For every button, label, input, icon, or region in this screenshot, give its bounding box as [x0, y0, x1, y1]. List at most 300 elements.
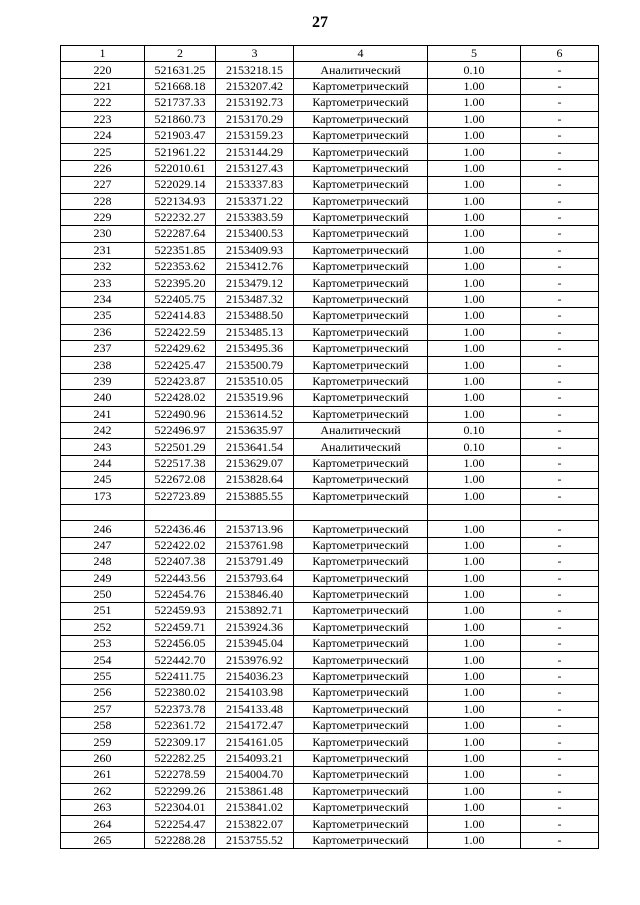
note-cell: -	[521, 619, 599, 635]
method-cell: Картометрический	[294, 619, 428, 635]
coordinates-table	[60, 45, 599, 849]
accuracy-cell: 0.10	[428, 62, 521, 78]
table-row	[61, 767, 599, 783]
x-coordinate-cell: 522459.71	[145, 619, 216, 635]
x-coordinate-cell: 521860.73	[145, 111, 216, 127]
y-coordinate-cell: 2154103.98	[216, 685, 294, 701]
x-coordinate-cell: 521903.47	[145, 127, 216, 143]
y-coordinate-cell: 2153485.13	[216, 324, 294, 340]
accuracy-cell: 1.00	[428, 750, 521, 766]
point-number-cell: 237	[61, 341, 145, 357]
note-cell: -	[521, 78, 599, 94]
note-cell: -	[521, 734, 599, 750]
method-cell: Картометрический	[294, 242, 428, 258]
note-cell: -	[521, 816, 599, 832]
y-coordinate-cell: 2153409.93	[216, 242, 294, 258]
table-row	[61, 177, 599, 193]
table-row	[61, 439, 599, 455]
table-row	[61, 521, 599, 537]
note-cell: -	[521, 537, 599, 553]
y-coordinate-cell: 2153400.53	[216, 226, 294, 242]
accuracy-cell: 1.00	[428, 324, 521, 340]
point-number-cell: 231	[61, 242, 145, 258]
table-body	[61, 62, 599, 849]
x-coordinate-cell: 522373.78	[145, 701, 216, 717]
x-coordinate-cell: 522411.75	[145, 668, 216, 684]
method-cell: Картометрический	[294, 455, 428, 471]
note-cell: -	[521, 291, 599, 307]
column-header-1: 1	[61, 46, 145, 62]
y-coordinate-cell: 2153510.05	[216, 373, 294, 389]
x-coordinate-cell: 522723.89	[145, 488, 216, 504]
note-cell: -	[521, 341, 599, 357]
note-cell: -	[521, 799, 599, 815]
note-cell: -	[521, 111, 599, 127]
note-cell: -	[521, 373, 599, 389]
accuracy-cell: 1.00	[428, 160, 521, 176]
table-row	[61, 603, 599, 619]
point-number-cell: 228	[61, 193, 145, 209]
table-row	[61, 357, 599, 373]
note-cell: -	[521, 750, 599, 766]
note-cell: -	[521, 783, 599, 799]
x-coordinate-cell: 522414.83	[145, 308, 216, 324]
table-row	[61, 685, 599, 701]
point-number-cell: 253	[61, 636, 145, 652]
point-number-cell: 250	[61, 586, 145, 602]
note-cell: -	[521, 193, 599, 209]
accuracy-cell: 1.00	[428, 226, 521, 242]
point-number-cell: 235	[61, 308, 145, 324]
x-coordinate-cell: 522517.38	[145, 455, 216, 471]
y-coordinate-cell: 2153207.42	[216, 78, 294, 94]
table-row	[61, 570, 599, 586]
table-row	[61, 554, 599, 570]
accuracy-cell: 1.00	[428, 537, 521, 553]
table-row	[61, 373, 599, 389]
accuracy-cell: 1.00	[428, 636, 521, 652]
method-cell: Картометрический	[294, 193, 428, 209]
y-coordinate-cell: 2153614.52	[216, 406, 294, 422]
method-cell: Картометрический	[294, 406, 428, 422]
y-coordinate-cell: 2154133.48	[216, 701, 294, 717]
method-cell: Картометрический	[294, 799, 428, 815]
table-row	[61, 750, 599, 766]
table-row	[61, 95, 599, 111]
accuracy-cell: 1.00	[428, 193, 521, 209]
x-coordinate-cell: 522407.38	[145, 554, 216, 570]
method-cell: Картометрический	[294, 668, 428, 684]
table-row	[61, 144, 599, 160]
note-cell: -	[521, 472, 599, 488]
method-cell: Картометрический	[294, 275, 428, 291]
note-cell: -	[521, 718, 599, 734]
method-cell: Картометрический	[294, 160, 428, 176]
note-cell: -	[521, 177, 599, 193]
accuracy-cell	[428, 504, 521, 520]
note-cell: -	[521, 668, 599, 684]
note-cell: -	[521, 521, 599, 537]
x-coordinate-cell	[145, 504, 216, 520]
note-cell: -	[521, 701, 599, 717]
y-coordinate-cell: 2153500.79	[216, 357, 294, 373]
y-coordinate-cell: 2153495.36	[216, 341, 294, 357]
accuracy-cell: 1.00	[428, 275, 521, 291]
accuracy-cell: 1.00	[428, 357, 521, 373]
y-coordinate-cell: 2153976.92	[216, 652, 294, 668]
table-row	[61, 701, 599, 717]
table-row	[61, 636, 599, 652]
y-coordinate-cell: 2153861.48	[216, 783, 294, 799]
y-coordinate-cell: 2153127.43	[216, 160, 294, 176]
point-number-cell: 263	[61, 799, 145, 815]
note-cell: -	[521, 308, 599, 324]
y-coordinate-cell: 2153412.76	[216, 259, 294, 275]
y-coordinate-cell: 2153218.15	[216, 62, 294, 78]
method-cell: Картометрический	[294, 488, 428, 504]
accuracy-cell: 1.00	[428, 308, 521, 324]
point-number-cell: 240	[61, 390, 145, 406]
method-cell: Аналитический	[294, 422, 428, 438]
y-coordinate-cell: 2153841.02	[216, 799, 294, 815]
x-coordinate-cell: 522428.02	[145, 390, 216, 406]
accuracy-cell: 1.00	[428, 767, 521, 783]
point-number-cell: 252	[61, 619, 145, 635]
y-coordinate-cell	[216, 504, 294, 520]
note-cell: -	[521, 488, 599, 504]
table-row	[61, 619, 599, 635]
note-cell: -	[521, 652, 599, 668]
note-cell: -	[521, 685, 599, 701]
note-cell: -	[521, 570, 599, 586]
table-row	[61, 111, 599, 127]
method-cell: Картометрический	[294, 324, 428, 340]
y-coordinate-cell: 2153487.32	[216, 291, 294, 307]
table-row	[61, 127, 599, 143]
point-number-cell: 173	[61, 488, 145, 504]
note-cell: -	[521, 636, 599, 652]
x-coordinate-cell: 521961.22	[145, 144, 216, 160]
x-coordinate-cell: 521668.18	[145, 78, 216, 94]
accuracy-cell: 1.00	[428, 177, 521, 193]
point-number-cell: 248	[61, 554, 145, 570]
x-coordinate-cell: 522134.93	[145, 193, 216, 209]
table-row	[61, 275, 599, 291]
method-cell: Картометрический	[294, 718, 428, 734]
method-cell: Картометрический	[294, 783, 428, 799]
y-coordinate-cell: 2154093.21	[216, 750, 294, 766]
note-cell: -	[521, 455, 599, 471]
accuracy-cell: 1.00	[428, 799, 521, 815]
point-number-cell: 220	[61, 62, 145, 78]
method-cell: Картометрический	[294, 636, 428, 652]
y-coordinate-cell: 2153755.52	[216, 832, 294, 848]
y-coordinate-cell: 2153192.73	[216, 95, 294, 111]
table-row	[61, 504, 599, 520]
method-cell: Картометрический	[294, 750, 428, 766]
point-number-cell: 223	[61, 111, 145, 127]
accuracy-cell: 1.00	[428, 472, 521, 488]
note-cell: -	[521, 259, 599, 275]
point-number-cell: 242	[61, 422, 145, 438]
table-row	[61, 734, 599, 750]
x-coordinate-cell: 522278.59	[145, 767, 216, 783]
x-coordinate-cell: 522282.25	[145, 750, 216, 766]
x-coordinate-cell: 522254.47	[145, 816, 216, 832]
method-cell: Картометрический	[294, 341, 428, 357]
note-cell: -	[521, 586, 599, 602]
x-coordinate-cell: 522304.01	[145, 799, 216, 815]
table-row	[61, 816, 599, 832]
method-cell: Картометрический	[294, 357, 428, 373]
method-cell: Картометрический	[294, 144, 428, 160]
method-cell	[294, 504, 428, 520]
note-cell: -	[521, 554, 599, 570]
accuracy-cell: 1.00	[428, 554, 521, 570]
accuracy-cell: 1.00	[428, 668, 521, 684]
table-row	[61, 537, 599, 553]
note-cell: -	[521, 390, 599, 406]
column-header-6: 6	[521, 46, 599, 62]
note-cell: -	[521, 767, 599, 783]
note-cell: -	[521, 62, 599, 78]
accuracy-cell: 1.00	[428, 832, 521, 848]
method-cell: Аналитический	[294, 62, 428, 78]
x-coordinate-cell: 522395.20	[145, 275, 216, 291]
table-row	[61, 242, 599, 258]
point-number-cell: 239	[61, 373, 145, 389]
method-cell: Картометрический	[294, 78, 428, 94]
table-row	[61, 668, 599, 684]
y-coordinate-cell: 2154004.70	[216, 767, 294, 783]
method-cell: Картометрический	[294, 209, 428, 225]
y-coordinate-cell: 2153945.04	[216, 636, 294, 652]
note-cell: -	[521, 439, 599, 455]
method-cell: Картометрический	[294, 816, 428, 832]
column-header-3: 3	[216, 46, 294, 62]
method-cell: Картометрический	[294, 472, 428, 488]
table-row	[61, 422, 599, 438]
point-number-cell	[61, 504, 145, 520]
point-number-cell: 249	[61, 570, 145, 586]
x-coordinate-cell: 522422.59	[145, 324, 216, 340]
y-coordinate-cell: 2153641.54	[216, 439, 294, 455]
note-cell: -	[521, 242, 599, 258]
x-coordinate-cell: 522425.47	[145, 357, 216, 373]
accuracy-cell: 1.00	[428, 816, 521, 832]
table-row	[61, 226, 599, 242]
y-coordinate-cell: 2153828.64	[216, 472, 294, 488]
point-number-cell: 260	[61, 750, 145, 766]
point-number-cell: 246	[61, 521, 145, 537]
x-coordinate-cell: 522361.72	[145, 718, 216, 734]
table-row	[61, 455, 599, 471]
method-cell: Картометрический	[294, 111, 428, 127]
x-coordinate-cell: 522496.97	[145, 422, 216, 438]
note-cell: -	[521, 127, 599, 143]
y-coordinate-cell: 2153885.55	[216, 488, 294, 504]
accuracy-cell: 1.00	[428, 734, 521, 750]
table-row	[61, 160, 599, 176]
method-cell: Аналитический	[294, 439, 428, 455]
point-number-cell: 244	[61, 455, 145, 471]
accuracy-cell: 1.00	[428, 95, 521, 111]
accuracy-cell: 1.00	[428, 341, 521, 357]
point-number-cell: 262	[61, 783, 145, 799]
point-number-cell: 251	[61, 603, 145, 619]
x-coordinate-cell: 522010.61	[145, 160, 216, 176]
y-coordinate-cell: 2153144.29	[216, 144, 294, 160]
y-coordinate-cell: 2153371.22	[216, 193, 294, 209]
y-coordinate-cell: 2153635.97	[216, 422, 294, 438]
table-row	[61, 209, 599, 225]
x-coordinate-cell: 522672.08	[145, 472, 216, 488]
method-cell: Картометрический	[294, 259, 428, 275]
point-number-cell: 255	[61, 668, 145, 684]
x-coordinate-cell: 522029.14	[145, 177, 216, 193]
point-number-cell: 243	[61, 439, 145, 455]
y-coordinate-cell: 2153170.29	[216, 111, 294, 127]
note-cell: -	[521, 144, 599, 160]
method-cell: Картометрический	[294, 308, 428, 324]
table-row	[61, 832, 599, 848]
point-number-cell: 236	[61, 324, 145, 340]
y-coordinate-cell: 2153761.98	[216, 537, 294, 553]
x-coordinate-cell: 522490.96	[145, 406, 216, 422]
point-number-cell: 245	[61, 472, 145, 488]
x-coordinate-cell: 522436.46	[145, 521, 216, 537]
point-number-cell: 261	[61, 767, 145, 783]
note-cell	[521, 504, 599, 520]
method-cell: Картометрический	[294, 586, 428, 602]
accuracy-cell: 1.00	[428, 78, 521, 94]
y-coordinate-cell: 2153793.64	[216, 570, 294, 586]
accuracy-cell: 1.00	[428, 603, 521, 619]
y-coordinate-cell: 2153713.96	[216, 521, 294, 537]
x-coordinate-cell: 522454.76	[145, 586, 216, 602]
point-number-cell: 225	[61, 144, 145, 160]
note-cell: -	[521, 209, 599, 225]
accuracy-cell: 1.00	[428, 685, 521, 701]
point-number-cell: 264	[61, 816, 145, 832]
method-cell: Картометрический	[294, 603, 428, 619]
accuracy-cell: 0.10	[428, 422, 521, 438]
y-coordinate-cell: 2153822.07	[216, 816, 294, 832]
table-row	[61, 308, 599, 324]
point-number-cell: 232	[61, 259, 145, 275]
method-cell: Картометрический	[294, 177, 428, 193]
x-coordinate-cell: 522422.02	[145, 537, 216, 553]
table-row	[61, 259, 599, 275]
table-row	[61, 586, 599, 602]
accuracy-cell: 1.00	[428, 521, 521, 537]
y-coordinate-cell: 2153383.59	[216, 209, 294, 225]
table-row	[61, 783, 599, 799]
table-row	[61, 718, 599, 734]
header-row	[61, 46, 599, 62]
y-coordinate-cell: 2153519.96	[216, 390, 294, 406]
point-number-cell: 241	[61, 406, 145, 422]
table-row	[61, 472, 599, 488]
column-header-4: 4	[294, 46, 428, 62]
note-cell: -	[521, 275, 599, 291]
y-coordinate-cell: 2153791.49	[216, 554, 294, 570]
x-coordinate-cell: 522501.29	[145, 439, 216, 455]
accuracy-cell: 1.00	[428, 586, 521, 602]
point-number-cell: 247	[61, 537, 145, 553]
accuracy-cell: 1.00	[428, 652, 521, 668]
method-cell: Картометрический	[294, 373, 428, 389]
point-number-cell: 227	[61, 177, 145, 193]
accuracy-cell: 1.00	[428, 701, 521, 717]
page-number: 27	[312, 14, 328, 31]
point-number-cell: 259	[61, 734, 145, 750]
table-row	[61, 799, 599, 815]
accuracy-cell: 1.00	[428, 718, 521, 734]
accuracy-cell: 1.00	[428, 406, 521, 422]
note-cell: -	[521, 95, 599, 111]
column-header-5: 5	[428, 46, 521, 62]
accuracy-cell: 1.00	[428, 390, 521, 406]
point-number-cell: 233	[61, 275, 145, 291]
method-cell: Картометрический	[294, 127, 428, 143]
method-cell: Картометрический	[294, 652, 428, 668]
note-cell: -	[521, 406, 599, 422]
x-coordinate-cell: 521631.25	[145, 62, 216, 78]
x-coordinate-cell: 522287.64	[145, 226, 216, 242]
table-row	[61, 324, 599, 340]
method-cell: Картометрический	[294, 701, 428, 717]
accuracy-cell: 1.00	[428, 144, 521, 160]
point-number-cell: 230	[61, 226, 145, 242]
note-cell: -	[521, 160, 599, 176]
accuracy-cell: 0.10	[428, 439, 521, 455]
method-cell: Картометрический	[294, 685, 428, 701]
x-coordinate-cell: 522309.17	[145, 734, 216, 750]
method-cell: Картометрический	[294, 554, 428, 570]
table-row	[61, 291, 599, 307]
y-coordinate-cell: 2153159.23	[216, 127, 294, 143]
note-cell: -	[521, 226, 599, 242]
method-cell: Картометрический	[294, 734, 428, 750]
x-coordinate-cell: 522443.56	[145, 570, 216, 586]
method-cell: Картометрический	[294, 95, 428, 111]
y-coordinate-cell: 2153846.40	[216, 586, 294, 602]
x-coordinate-cell: 522423.87	[145, 373, 216, 389]
table-row	[61, 341, 599, 357]
point-number-cell: 258	[61, 718, 145, 734]
table-row	[61, 488, 599, 504]
accuracy-cell: 1.00	[428, 619, 521, 635]
method-cell: Картометрический	[294, 291, 428, 307]
column-header-2: 2	[145, 46, 216, 62]
point-number-cell: 226	[61, 160, 145, 176]
accuracy-cell: 1.00	[428, 570, 521, 586]
y-coordinate-cell: 2153892.71	[216, 603, 294, 619]
accuracy-cell: 1.00	[428, 488, 521, 504]
note-cell: -	[521, 832, 599, 848]
x-coordinate-cell: 522429.62	[145, 341, 216, 357]
note-cell: -	[521, 324, 599, 340]
note-cell: -	[521, 357, 599, 373]
accuracy-cell: 1.00	[428, 127, 521, 143]
x-coordinate-cell: 522442.70	[145, 652, 216, 668]
x-coordinate-cell: 522456.05	[145, 636, 216, 652]
x-coordinate-cell: 522405.75	[145, 291, 216, 307]
y-coordinate-cell: 2154161.05	[216, 734, 294, 750]
point-number-cell: 265	[61, 832, 145, 848]
x-coordinate-cell: 522232.27	[145, 209, 216, 225]
